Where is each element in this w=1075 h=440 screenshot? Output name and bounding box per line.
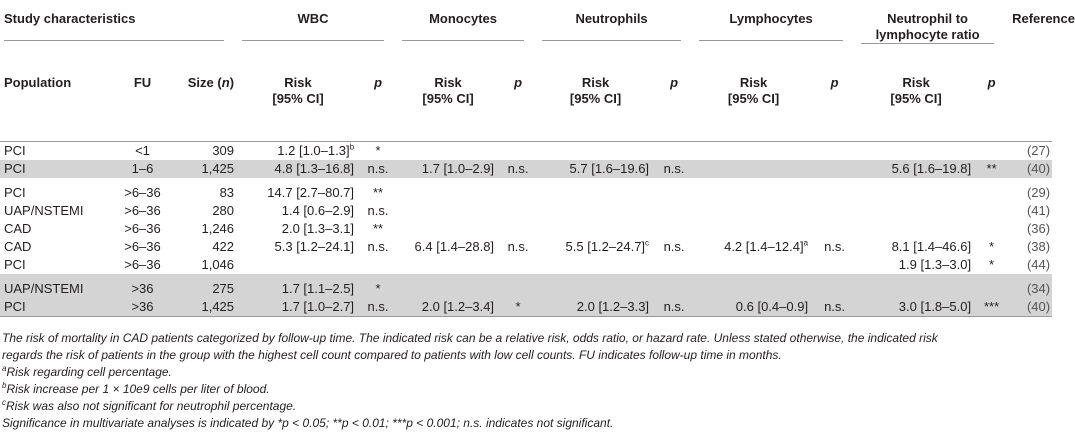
cell-nlr: 8.1 [1.4–46.6] — [891, 239, 972, 254]
cell-neut-p — [653, 220, 695, 238]
cell-size: 1,046 — [201, 257, 235, 272]
cell-nlr-p — [975, 184, 1008, 202]
cell-mono — [398, 220, 498, 238]
cell-size: 422 — [212, 239, 235, 254]
cell-wbc: 1.7 [1.0–2.7] — [238, 298, 358, 317]
cell-ref: (40) — [1008, 160, 1052, 178]
col-ref — [1008, 57, 1052, 142]
cell-size: 280 — [212, 203, 235, 218]
cell-lymph — [695, 184, 812, 202]
cell-size: 275 — [170, 280, 238, 298]
cell-pop: PCI — [4, 143, 26, 158]
table-row — [0, 298, 1052, 317]
cell-wbc-p: n.s. — [367, 239, 389, 254]
cell-nlr-p — [975, 280, 1008, 298]
cell-lymph-p — [812, 220, 857, 238]
cell-neut-p: n.s. — [653, 298, 695, 317]
col-population: Population — [0, 57, 115, 142]
cell-ref: (44) — [1026, 257, 1051, 272]
cell-neut: 5.7 [1.6–19.6] — [538, 160, 653, 178]
cell-nlr-p — [975, 220, 1008, 238]
caption-line-1: The risk of mortality in CAD patients categorized by follow-up time. The indicated risk can be a relative risk, odds ratio, or hazard rate. Unless stated otherwise, the indicated risk — [2, 331, 938, 345]
cell-wbc-p: * — [358, 280, 398, 298]
cell-wbc: 4.8 [1.3–16.8] — [238, 160, 358, 178]
cell-size: 83 — [219, 185, 235, 200]
table-row — [0, 142, 1052, 161]
table-body — [0, 142, 1052, 317]
cell-mono-p — [498, 184, 538, 202]
cell-nlr: 5.6 [1.6–19.8] — [857, 160, 975, 178]
cell-wbc-p: ** — [372, 185, 384, 200]
cell-ref: (34) — [1008, 280, 1052, 298]
cell-neut — [538, 142, 653, 161]
cell-nlr: 3.0 [1.8–5.0] — [857, 298, 975, 317]
table-row — [0, 220, 1052, 238]
cell-lymph-p — [812, 142, 857, 161]
cell-lymph-p: n.s. — [812, 298, 857, 317]
table-row — [0, 256, 1052, 274]
cell-pop: UAP/NSTEMI — [0, 280, 115, 298]
cell-lymph — [695, 202, 812, 220]
col-neut-p: p — [653, 57, 695, 142]
cell-wbc: 1.4 [0.6–2.9] — [281, 203, 355, 218]
cell-lymph — [695, 142, 812, 161]
group-wbc: WBC — [238, 0, 398, 57]
cell-mono-p: n.s. — [507, 239, 529, 254]
cell-pop: CAD — [4, 239, 32, 254]
caption-line-2: regards the risk of patients in the group with the highest cell count compared to patients with low cell counts. FU indicates follow-up time in months. — [2, 348, 782, 362]
cell-neut-p: n.s. — [663, 239, 685, 254]
col-mono-p: p — [498, 57, 538, 142]
cell-lymph — [695, 280, 812, 298]
cell-fu: >6–36 — [124, 221, 161, 236]
cell-nlr-p — [975, 202, 1008, 220]
cell-mono-p — [498, 220, 538, 238]
cell-neut — [538, 184, 653, 202]
cell-ref: (29) — [1026, 185, 1051, 200]
cell-nlr: 1.9 [1.3–3.0] — [898, 257, 972, 272]
cell-nlr-p: * — [989, 257, 995, 272]
cell-neut-p — [653, 256, 695, 274]
cell-fu: >36 — [115, 298, 170, 317]
cell-nlr — [857, 142, 975, 161]
cell-neut: 5.5 $[1.2-24.7]^c$ — [565, 238, 650, 254]
cell-wbc-p: n.s. — [358, 160, 398, 178]
significance-note: Significance in multivariate analyses is indicated by *p < 0.05; **p < 0.01; ***p < 0.001; n.s. indicates not significant. — [2, 416, 614, 430]
group-header-row — [0, 0, 1052, 57]
cell-neut-p — [653, 142, 695, 161]
col-lymph-p: p — [812, 57, 857, 142]
col-wbc-risk: Risk [95% CI] — [238, 57, 358, 142]
col-nlr-p: p — [975, 57, 1008, 142]
cell-lymph-p — [812, 184, 857, 202]
cell-ref: (38) — [1026, 239, 1051, 254]
cell-ref: (36) — [1026, 221, 1051, 236]
cell-ref: (40) — [1008, 298, 1052, 317]
cell-neut — [538, 280, 653, 298]
col-wbc-p: p — [358, 57, 398, 142]
cell-mono: 6.4 [1.4–28.8] — [414, 239, 495, 254]
cell-wbc-p: n.s. — [367, 203, 389, 218]
cell-mono — [398, 280, 498, 298]
cell-wbc: 14.7 [2.7–80.7] — [267, 185, 355, 200]
cell-fu: >6–36 — [124, 203, 161, 218]
cell-lymph — [695, 160, 812, 178]
cell-pop: PCI — [0, 298, 115, 317]
cell-nlr — [857, 280, 975, 298]
cell-nlr — [857, 184, 975, 202]
cell-wbc — [238, 256, 358, 274]
cell-fu: >36 — [115, 280, 170, 298]
cell-nlr-p — [975, 142, 1008, 161]
group-reference: Reference — [1012, 11, 1075, 26]
cell-nlr-p: ** — [975, 160, 1008, 178]
cell-pop: PCI — [0, 160, 115, 178]
cell-mono-p — [498, 142, 538, 161]
sub-header-row — [0, 57, 1052, 142]
cell-mono: 1.7 [1.0–2.9] — [398, 160, 498, 178]
cell-neut: 2.0 [1.2–3.3] — [538, 298, 653, 317]
cell-pop: UAP/NSTEMI — [4, 203, 84, 218]
cell-neut-p — [653, 280, 695, 298]
cell-mono-p: * — [498, 298, 538, 317]
cell-neut-p — [653, 202, 695, 220]
cell-nlr-p: * — [989, 239, 995, 254]
footnote-a: $^a$Risk regarding cell percentage. — [2, 364, 172, 379]
cell-pop: CAD — [4, 221, 32, 236]
group-nlr: Neutrophil to lymphocyte ratio — [857, 0, 1008, 57]
col-nlr-risk: Risk [95% CI] — [857, 57, 975, 142]
cell-size: 1,425 — [170, 160, 238, 178]
cell-neut — [538, 256, 653, 274]
cell-lymph — [695, 220, 812, 238]
cell-mono-p: n.s. — [498, 160, 538, 178]
cell-fu: <1 — [135, 143, 150, 158]
cell-lymph-p — [812, 280, 857, 298]
cell-wbc: 1.2 $[1.0-1.3]^b$ — [277, 142, 355, 158]
cell-lymph: 4.2 $[1.4-12.4]^a$ — [724, 238, 809, 254]
cell-wbc: 5.3 [1.2–24.1] — [274, 239, 355, 254]
cell-mono — [398, 142, 498, 161]
group-neutrophils: Neutrophils — [538, 0, 695, 57]
cell-neut — [538, 202, 653, 220]
cell-nlr — [857, 202, 975, 220]
cell-wbc: 1.7 [1.1–2.5] — [238, 280, 358, 298]
cell-neut — [538, 220, 653, 238]
table-row — [0, 202, 1052, 220]
cell-lymph: 0.6 [0.4–0.9] — [695, 298, 812, 317]
cell-wbc-p — [358, 256, 398, 274]
cell-ref: (27) — [1026, 143, 1051, 158]
cell-pop: PCI — [4, 185, 26, 200]
cell-size: 1,246 — [201, 221, 235, 236]
cell-wbc-p: n.s. — [358, 298, 398, 317]
cell-size: 1,425 — [170, 298, 238, 317]
cell-ref: (41) — [1026, 203, 1051, 218]
footnote-c: $^c$Risk was also not significant for neutrophil percentage. — [2, 398, 297, 413]
col-size: Size (n) — [170, 57, 238, 142]
cell-wbc: 2.0 [1.3–3.1] — [281, 221, 355, 236]
footnote-b: $^b$Risk increase per 1 × 10e9 cells per liter of blood. — [2, 381, 270, 396]
group-monocytes: Monocytes — [398, 0, 538, 57]
col-mono-risk: Risk [95% CI] — [398, 57, 498, 142]
cell-fu: >6–36 — [124, 185, 161, 200]
col-neut-risk: Risk [95% CI] — [538, 57, 653, 142]
col-lymph-risk: Risk [95% CI] — [695, 57, 812, 142]
table-row — [0, 184, 1052, 202]
table-row — [0, 280, 1052, 298]
group-lymphocytes: Lymphocytes — [695, 0, 857, 57]
cell-lymph-p — [812, 160, 857, 178]
cell-size: 309 — [212, 143, 235, 158]
cell-nlr-p: *** — [975, 298, 1008, 317]
cell-fu: >6–36 — [124, 239, 161, 254]
cell-wbc-p: ** — [372, 221, 384, 236]
group-study: Study characteristics — [0, 0, 238, 57]
cell-fu: 1–6 — [115, 160, 170, 178]
cell-lymph-p — [812, 256, 857, 274]
cell-mono-p — [498, 202, 538, 220]
table-row — [0, 160, 1052, 178]
table-notes — [2, 330, 1050, 432]
cell-lymph-p: n.s. — [824, 239, 846, 254]
cell-wbc-p: * — [375, 143, 381, 158]
cell-neut-p — [653, 184, 695, 202]
cell-mono — [398, 256, 498, 274]
cell-mono-p — [498, 256, 538, 274]
cell-mono — [398, 202, 498, 220]
cell-mono: 2.0 [1.2–3.4] — [398, 298, 498, 317]
cell-mono-p — [498, 280, 538, 298]
cell-pop: PCI — [4, 257, 26, 272]
cell-mono — [398, 184, 498, 202]
cell-neut-p: n.s. — [653, 160, 695, 178]
cell-lymph — [695, 256, 812, 274]
cell-nlr — [857, 220, 975, 238]
col-fu: FU — [115, 57, 170, 142]
cell-lymph-p — [812, 202, 857, 220]
cell-fu: >6–36 — [124, 257, 161, 272]
table-row — [0, 238, 1052, 256]
